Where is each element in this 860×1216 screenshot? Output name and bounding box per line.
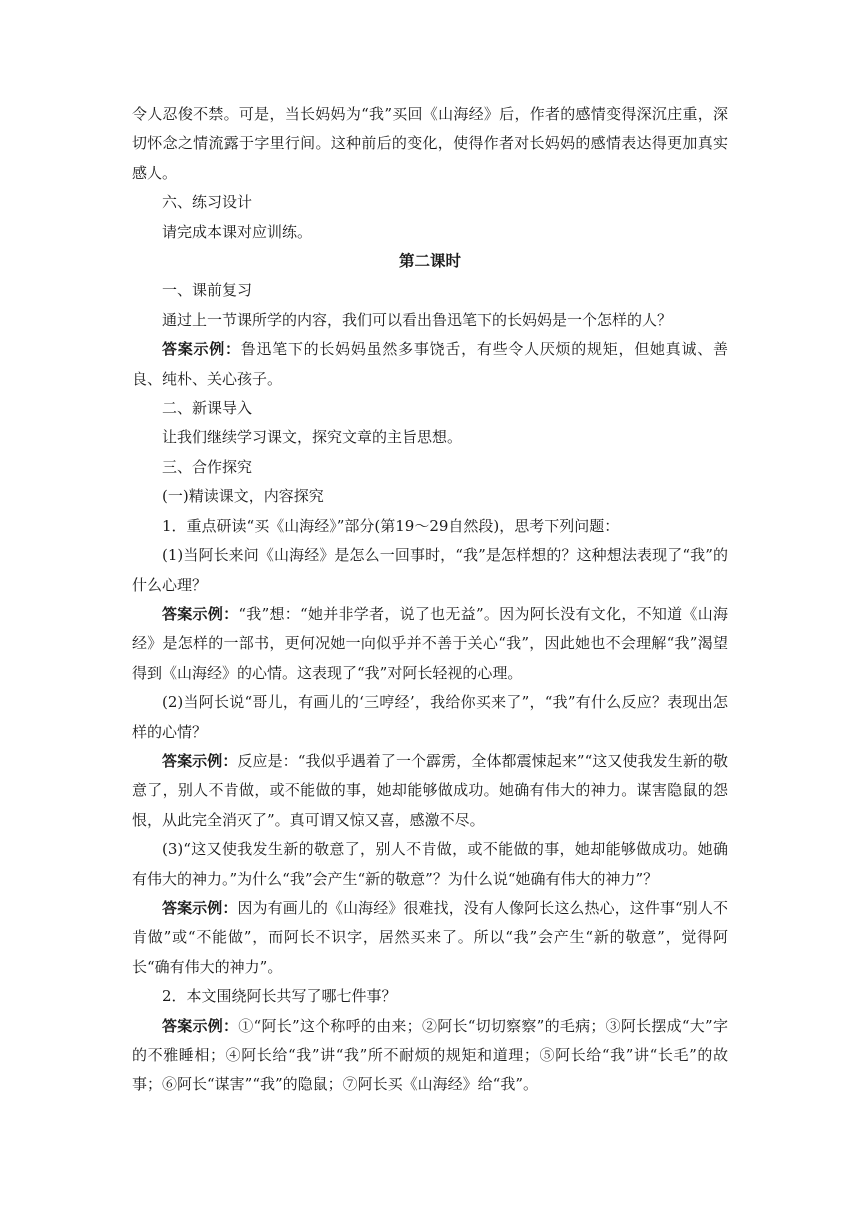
answer-paragraph: [132, 894, 728, 982]
lesson-title: 第二课时: [398, 252, 461, 271]
question-text: 通过上一节课所学的内容，我们可以看出鲁迅笔下的长妈妈是一个怎样的人？: [162, 310, 673, 329]
answer-label: 答案示例：: [162, 604, 239, 623]
section-heading: 二、新课导入: [162, 399, 253, 418]
question-text: (3)“这又使我发生新的敬意了，别人不肯做，或不能做的事，她却能够做成功。她确有伟大的神力。”为什么“我”会产生“新的敬意”？为什么说“她确有伟大的神力”？: [132, 840, 728, 888]
answer-label: 答案示例：: [162, 340, 241, 359]
answer-paragraph: [132, 600, 728, 688]
section-text: 让我们继续学习课文，探究文章的主旨思想。: [162, 428, 463, 447]
answer-paragraph: [132, 1012, 728, 1100]
answer-label: 答案示例：: [162, 751, 238, 770]
answer-text: 因为有画儿的《山海经》很难找，没有人像阿长这么热心，这件事“别人不肯做”或“不能做”，而阿长不识字，居然买来了。所以“我”会产生“新的敬意”，觉得阿长“确有伟大的神力”。: [132, 898, 728, 976]
answer-label: 答案示例：: [162, 1016, 239, 1035]
question-text: 1．重点研读“买《山海经》”部分(第19～29自然段)，思考下列问题：: [162, 516, 620, 535]
section-heading: 一、课前复习: [162, 281, 253, 300]
question-text: (2)当阿长说“哥儿，有画儿的‘三哼经’，我给你买来了”，“我”有什么反应？表现出怎样的心情？: [132, 693, 728, 741]
answer-text: “我”想：“她并非学者，说了也无益”。因为阿长没有文化，不知道《山海经》是怎样的一部书，更何况她一向似乎并不善于关心“我”，因此她也不会理解“我”渴望得到《山海经》的心情。这表现了“我”对阿长轻视的心理。: [132, 604, 728, 682]
subsection-heading: (一)精读课文，内容探究: [162, 487, 324, 506]
answer-text: ①“阿长”这个称呼的由来；②阿长“切切察察”的毛病；③阿长摆成“大”字的不雅睡相；④阿长给“我”讲“我”所不耐烦的规矩和道理；⑤阿长给“我”讲“长毛”的故事；⑥阿长“谋害”“我”的隐鼠；⑦阿长买《山海经》给“我”。: [132, 1016, 728, 1094]
intro-paragraph: 令人忍俊不禁。可是，当长妈妈为“我”买回《山海经》后，作者的感情变得深沉庄重，深切怀念之情流露于字里行间。这种前后的变化，使得作者对长妈妈的感情表达得更加真实感人。: [132, 105, 728, 182]
answer-text: 鲁迅笔下的长妈妈虽然多事饶舌，有些令人厌烦的规矩，但她真诚、善良、纯朴、关心孩子。: [132, 340, 728, 388]
answer-label: 答案示例：: [162, 898, 238, 917]
question-text: 2．本文围绕阿长共写了哪七件事？: [162, 987, 397, 1006]
answer-paragraph: [132, 335, 728, 394]
section-heading: 三、合作探究: [162, 457, 253, 476]
answer-text: 反应是：“我似乎遇着了一个霹雳，全体都震悚起来”“这又使我发生新的敬意了，别人不肯做，或不能做的事，她却能够做成功。她确有伟大的神力。谋害隐鼠的怨恨，从此完全消灭了”。真可谓又惊又喜，感激不尽。: [132, 751, 728, 829]
section-text: 请完成本课对应训练。: [162, 222, 313, 241]
document-body: [132, 100, 728, 1100]
answer-paragraph: [132, 747, 728, 835]
question-text: (1)当阿长来问《山海经》是怎么一回事时，“我”是怎样想的？这种想法表现了“我”的什么心理？: [132, 546, 728, 594]
section-heading: 六、练习设计: [162, 193, 253, 212]
